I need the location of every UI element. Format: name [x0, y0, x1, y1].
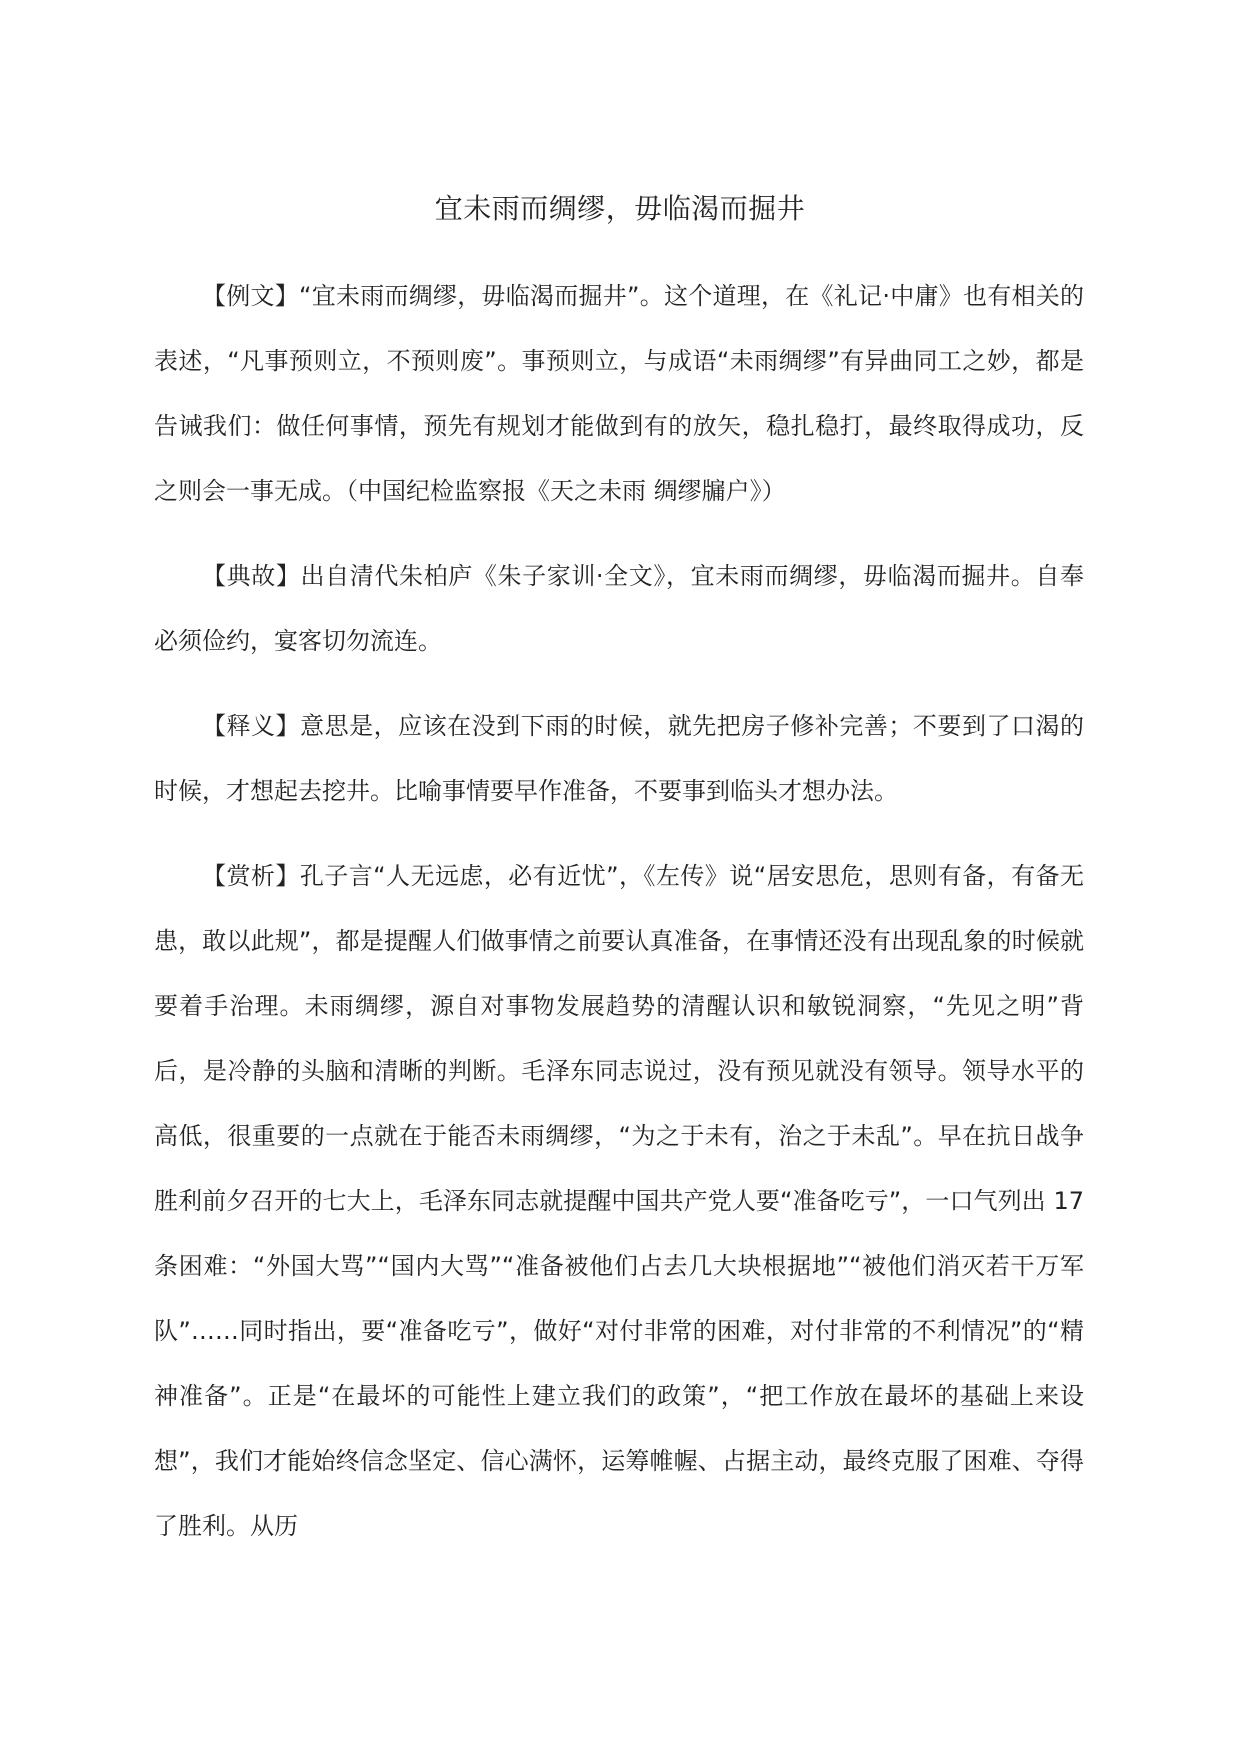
paragraph-example-text: “宜未雨而绸缪，毋临渴而掘井”。这个道理，在《礼记·中庸》也有相关的表述，“凡事预则立，不预则废”。事预则立，与成语“未雨绸缪”有异曲同工之妙，都是告诫我们：做任何事情，预先有规划才能做到有的放矢，稳扎稳打，最终取得成功，反之则会一事无成。（中国纪检监察报《天之未雨 绸缪牖户》） [154, 282, 1084, 505]
document-body [154, 264, 1084, 1579]
paragraph-meaning-text: 意思是，应该在没到下雨的时候，就先把房子修补完善；不要到了口渴的时候，才想起去挖井。比喻事情要早作准备，不要事到临头才想办法。 [154, 712, 1085, 805]
paragraph-allusion [154, 544, 1084, 674]
paragraph-example [154, 264, 1084, 524]
paragraph-appreciation-text: 孔子言“人无远虑，必有近忧”，《左传》说“居安思危，思则有备，有备无患，敢以此规”，都是提醒人们做事情之前要认真准备，在事情还没有出现乱象的时候就要着手治理。未雨绸缪，源自对事物发展趋势的清醒认识和敏锐洞察，“先见之明”背后，是冷静的头脑和清晰的判断。毛泽东同志说过，没有预见就没有领导。领导水平的高低，很重要的一点就在于能否未雨绸缪，“为之于未有，治之于未乱”。早在抗日战争胜利前夕召开的七大上，毛泽东同志就提醒中国共产党人要“准备吃亏”，一口气列出 17 条困难：“外国大骂”“国内大骂”“准备被他们占去几大块根据地”“被他们消灭若干万军队”……同时指出，要“准备吃亏”，做好“对付非常的困难，对付非常的不利情况”的“精神准备”。正是“在最坏的可能性上建立我们的政策”，“把工作放在最坏的基础上来设想”，我们才能始终信念坚定、信心满怀，运筹帷幄、占据主动，最终克服了困难、夺得了胜利。从历 [154, 862, 1084, 1540]
section-tag-meaning: 【释义】 [202, 712, 301, 740]
section-tag-appreciation: 【赏析】 [202, 862, 300, 890]
section-tag-allusion: 【典故】 [202, 562, 301, 590]
document-title: 宜未雨而绸缪，毋临渴而掘井 [434, 192, 806, 225]
section-tag-example: 【例文】 [202, 282, 300, 310]
paragraph-allusion-text: 出自清代朱柏庐《朱子家训·全文》，宜未雨而绸缪，毋临渴而掘井。自奉必须俭约，宴客切勿流连。 [154, 562, 1084, 655]
paragraph-appreciation [154, 844, 1084, 1559]
paragraph-meaning [154, 694, 1084, 824]
